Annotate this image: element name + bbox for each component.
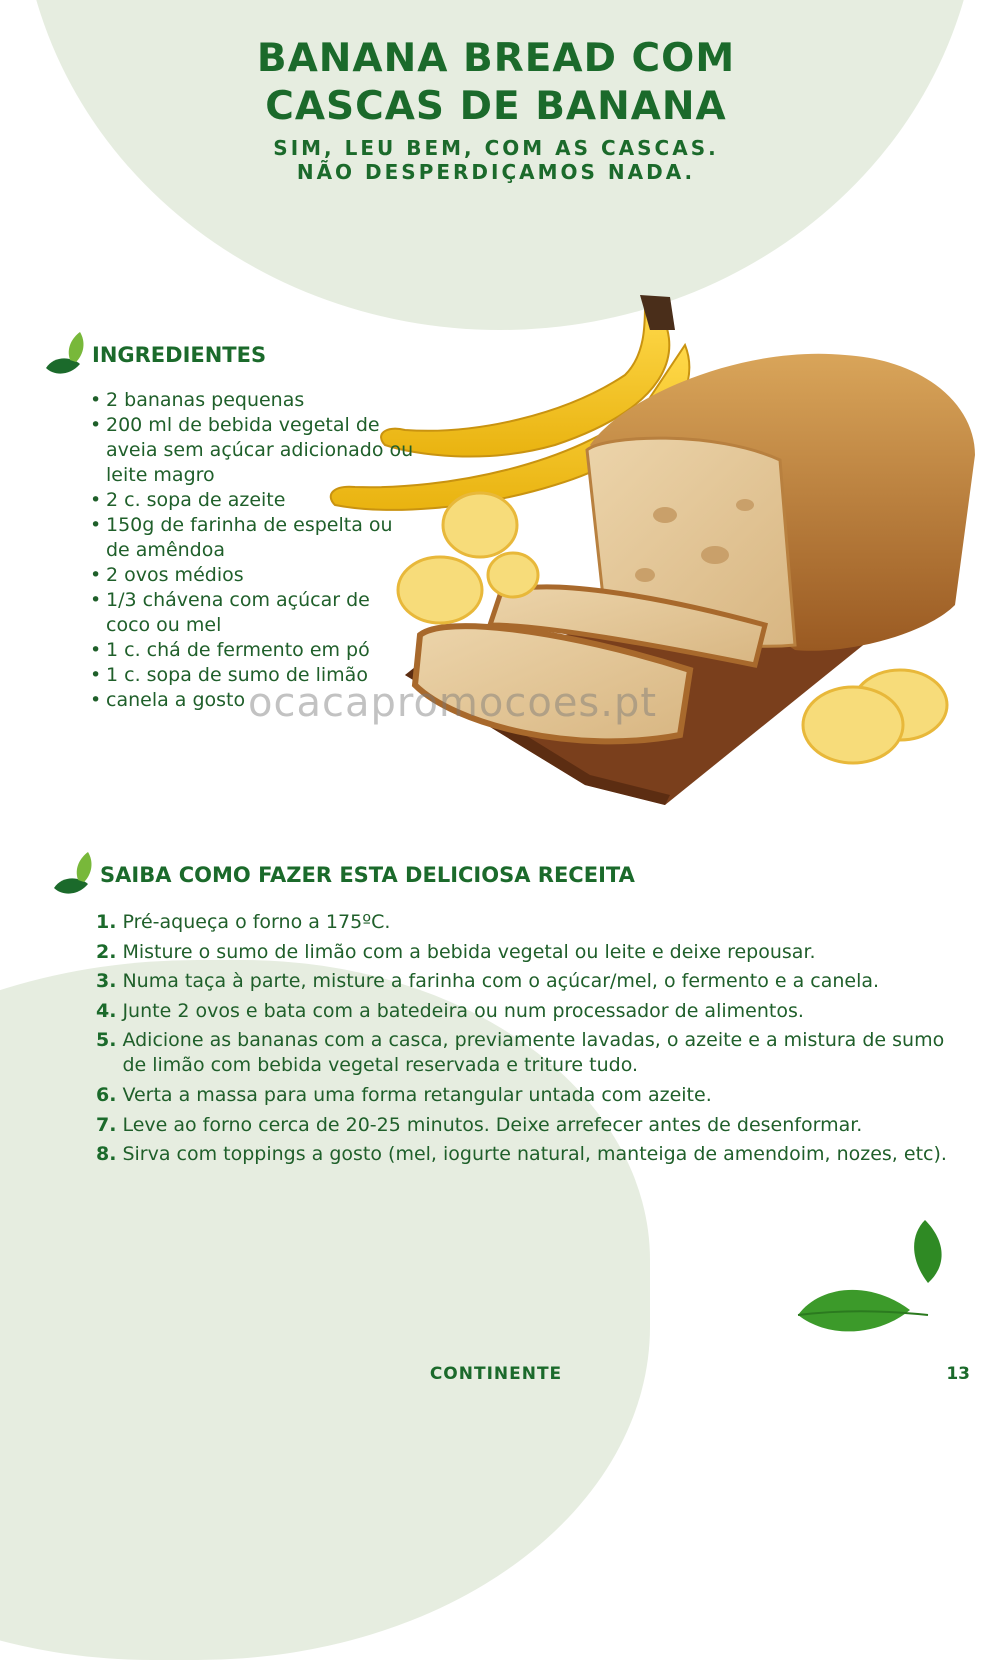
leaf-icon — [52, 852, 96, 898]
step-text: Misture o sumo de limão com a bebida vegetal ou leite e deixe repousar. — [122, 940, 816, 963]
list-item — [96, 999, 966, 1024]
step-number: 3. — [96, 970, 117, 993]
page-number: 13 — [946, 1364, 970, 1384]
ingredients-heading-text: INGREDIENTES — [92, 343, 267, 367]
step-text: Pré-aqueça o forno a 175ºC. — [122, 911, 391, 933]
step-number: 4. — [96, 999, 117, 1022]
step-text: Leve ao forno cerca de 20-25 minutos. Deixe arrefecer antes de desenformar. — [122, 1113, 863, 1136]
page-title-line-2: CASCAS DE BANANA — [265, 84, 727, 129]
list-item: • 2 bananas pequenas — [88, 388, 418, 413]
list-item — [96, 1083, 966, 1108]
banana-bread-photo — [325, 285, 985, 815]
leaf-icon — [44, 332, 88, 378]
steps-heading — [52, 852, 635, 898]
step-text: Numa taça à parte, misture a farinha com o açúcar/mel, o fermento e a canela. — [122, 970, 880, 993]
list-item — [96, 1113, 966, 1138]
list-item — [96, 1028, 966, 1078]
list-item — [96, 1142, 966, 1167]
step-number: 5. — [96, 1029, 117, 1052]
list-item: • 2 c. sopa de azeite — [88, 488, 418, 513]
step-number: 6. — [96, 1083, 117, 1106]
list-item — [96, 940, 966, 965]
step-text: Adicione as bananas com a casca, previamente lavadas, o azeite e a mistura de sumo de limão com bebida vegetal reservada e triture tudo. — [122, 1029, 945, 1077]
ingredients-heading — [44, 332, 266, 378]
step-text: Sirva com toppings a gosto (mel, iogurte natural, manteiga de amendoim, nozes, etc). — [122, 1143, 947, 1166]
list-item — [96, 969, 966, 994]
list-item: • canela a gosto — [88, 688, 418, 713]
subtitle-line-1: SIM, LEU BEM, COM AS CASCAS. — [273, 136, 719, 160]
watermark: ocacapromocoes.pt — [248, 680, 658, 726]
list-item — [96, 910, 966, 935]
list-item: • 1/3 chávena com açúcar de coco ou mel — [88, 588, 418, 638]
step-number: 7. — [96, 1113, 117, 1136]
list-item: • 2 ovos médios — [88, 563, 418, 588]
list-item: • 150g de farinha de espelta ou de amêndoa — [88, 513, 418, 563]
step-number: 2. — [96, 940, 117, 963]
subtitle-line-2: NÃO DESPERDIÇAMOS NADA. — [296, 160, 696, 184]
steps-list — [96, 910, 966, 1172]
ingredients-list — [88, 388, 418, 713]
list-item: • 1 c. chá de fermento em pó — [88, 638, 418, 663]
steps-heading-text: SAIBA COMO FAZER ESTA DELICIOSA RECEITA — [100, 863, 635, 887]
leaves-decoration-icon — [790, 1215, 950, 1345]
step-text: Junte 2 ovos e bata com a batedeira ou num processador de alimentos. — [122, 999, 804, 1022]
list-item: • 200 ml de bebida vegetal de aveia sem açúcar adicionado ou leite magro — [88, 413, 418, 488]
brand-logo: CONTINENTE — [429, 1364, 563, 1384]
list-item: • 1 c. sopa de sumo de limão — [88, 663, 418, 688]
step-text: Verta a massa para uma forma retangular untada com azeite. — [122, 1083, 712, 1106]
step-number: 1. — [96, 911, 117, 933]
page-title-line-1: BANANA BREAD COM — [256, 36, 736, 81]
step-number: 8. — [96, 1143, 117, 1166]
